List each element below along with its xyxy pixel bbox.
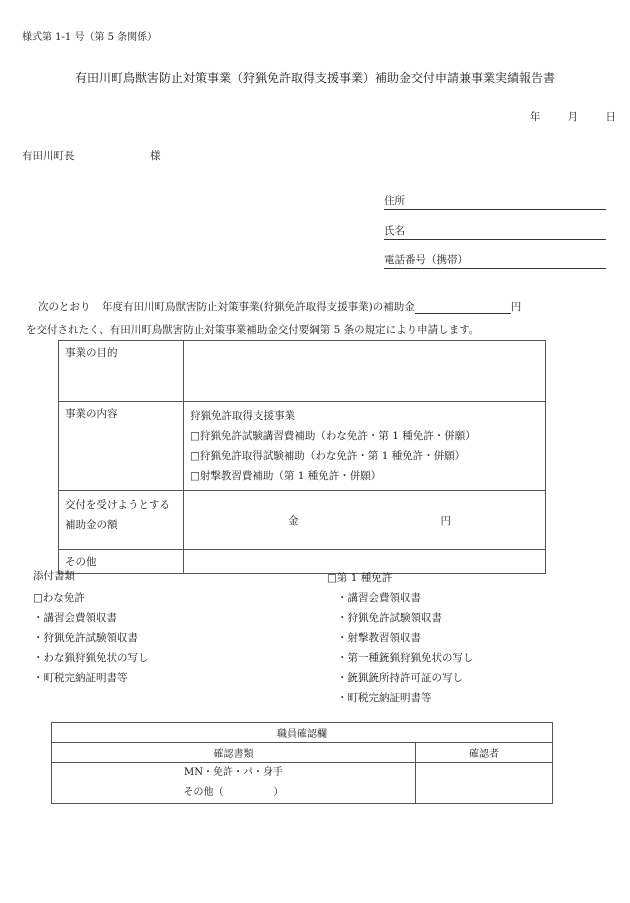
content-heading: 狩猟免許取得支援事業 xyxy=(190,410,295,422)
list-item: ・わな猟狩猟免状の写し xyxy=(33,652,149,664)
request-suffix-yen: 円 xyxy=(510,301,522,313)
list-item: ・町税完納証明書等 xyxy=(337,692,432,704)
table-row xyxy=(59,402,546,491)
date-day-label: 日 xyxy=(605,111,616,123)
table-row xyxy=(52,743,553,763)
form-number: 様式第 1-1 号（第 5 条関係） xyxy=(22,32,158,43)
list-item: ・狩猟免許試験領収書 xyxy=(337,612,442,624)
name-label: 氏名 xyxy=(384,225,405,237)
application-table xyxy=(58,340,546,574)
phone-label: 電話番号（携帯） xyxy=(384,254,468,266)
amount-prefix: 金 xyxy=(288,514,299,527)
date-month-label: 月 xyxy=(567,111,579,123)
content-cell xyxy=(184,402,546,491)
list-item: ・町税完納証明書等 xyxy=(33,672,128,684)
amount-cell[interactable] xyxy=(184,491,546,550)
table-row xyxy=(52,763,553,804)
list-item: ・講習会費領収書 xyxy=(337,592,421,604)
table-row xyxy=(59,341,546,402)
requested-amount-blank[interactable] xyxy=(415,302,511,314)
purpose-label: 事業の目的 xyxy=(59,341,184,402)
request-sentence-line1 xyxy=(38,299,521,314)
table-row xyxy=(59,491,546,550)
other-label: その他 xyxy=(59,550,184,574)
address-label: 住所 xyxy=(384,195,405,207)
amount-suffix: 円 xyxy=(440,514,451,527)
list-item: ・第一種銃猟狩猟免状の写し xyxy=(337,652,474,664)
address-field[interactable] xyxy=(384,193,606,210)
column-header-docs: 確認書類 xyxy=(52,743,416,763)
confirmed-docs-cell[interactable] xyxy=(52,763,416,804)
phone-field[interactable] xyxy=(384,252,606,269)
request-sentence-line2: を交付されたく、有田川町鳥獣害防止対策事業補助金交付要綱第 5 条の規定により申請します。 xyxy=(26,324,480,336)
first-class-license-attachments xyxy=(327,568,474,708)
name-field[interactable] xyxy=(384,223,606,240)
addressee-name: 有田川町長 xyxy=(22,150,75,162)
date-field[interactable] xyxy=(506,109,616,124)
docs-line-2: その他（ ） xyxy=(183,787,284,798)
request-prefix: 次のとおり xyxy=(38,301,91,313)
request-middle: 年度有田川町鳥獣害防止対策事業(狩猟免許取得支援事業)の補助金 xyxy=(102,301,415,313)
table-row xyxy=(52,723,553,743)
docs-line-1: MN・免許・パ・身手 xyxy=(184,767,283,778)
column-header-checker: 確認者 xyxy=(416,743,553,763)
trap-license-attachments xyxy=(33,588,149,688)
attachments-title: 添付書類 xyxy=(33,570,75,582)
list-item: ・射撃教習領収書 xyxy=(337,632,421,644)
checker-cell[interactable] xyxy=(416,763,553,804)
amount-label: 交付を受けようとする補助金の額 xyxy=(59,491,184,550)
document-title: 有田川町鳥獣害防止対策事業（狩猟免許取得支援事業）補助金交付申請兼事業実績報告書 xyxy=(74,71,555,85)
addressee-honorific: 様 xyxy=(150,150,161,162)
list-item: ・講習会費領収書 xyxy=(33,612,117,624)
purpose-value-cell[interactable] xyxy=(184,341,546,402)
list-item: ・狩猟免許試験領収書 xyxy=(33,632,138,644)
option-course-fee-subsidy[interactable]: □狩猟免許試験講習費補助（わな免許・第 1 種免許・併願） xyxy=(190,430,476,442)
date-year-label: 年 xyxy=(529,111,541,123)
content-label: 事業の内容 xyxy=(59,402,184,491)
staff-confirmation-table xyxy=(51,722,553,804)
option-shooting-subsidy[interactable]: □射撃教習費補助（第 1 種免許・併願） xyxy=(190,470,382,482)
option-exam-subsidy[interactable]: □狩猟免許取得試験補助（わな免許・第 1 種免許・併願） xyxy=(190,450,466,462)
trap-license-checkbox[interactable]: □わな免許 xyxy=(33,592,85,604)
first-class-license-checkbox[interactable]: □第 1 種免許 xyxy=(327,572,393,584)
list-item: ・銃猟銃所持許可証の写し xyxy=(337,672,463,684)
addressee xyxy=(22,148,161,163)
staff-table-title: 職員確認欄 xyxy=(52,723,553,743)
